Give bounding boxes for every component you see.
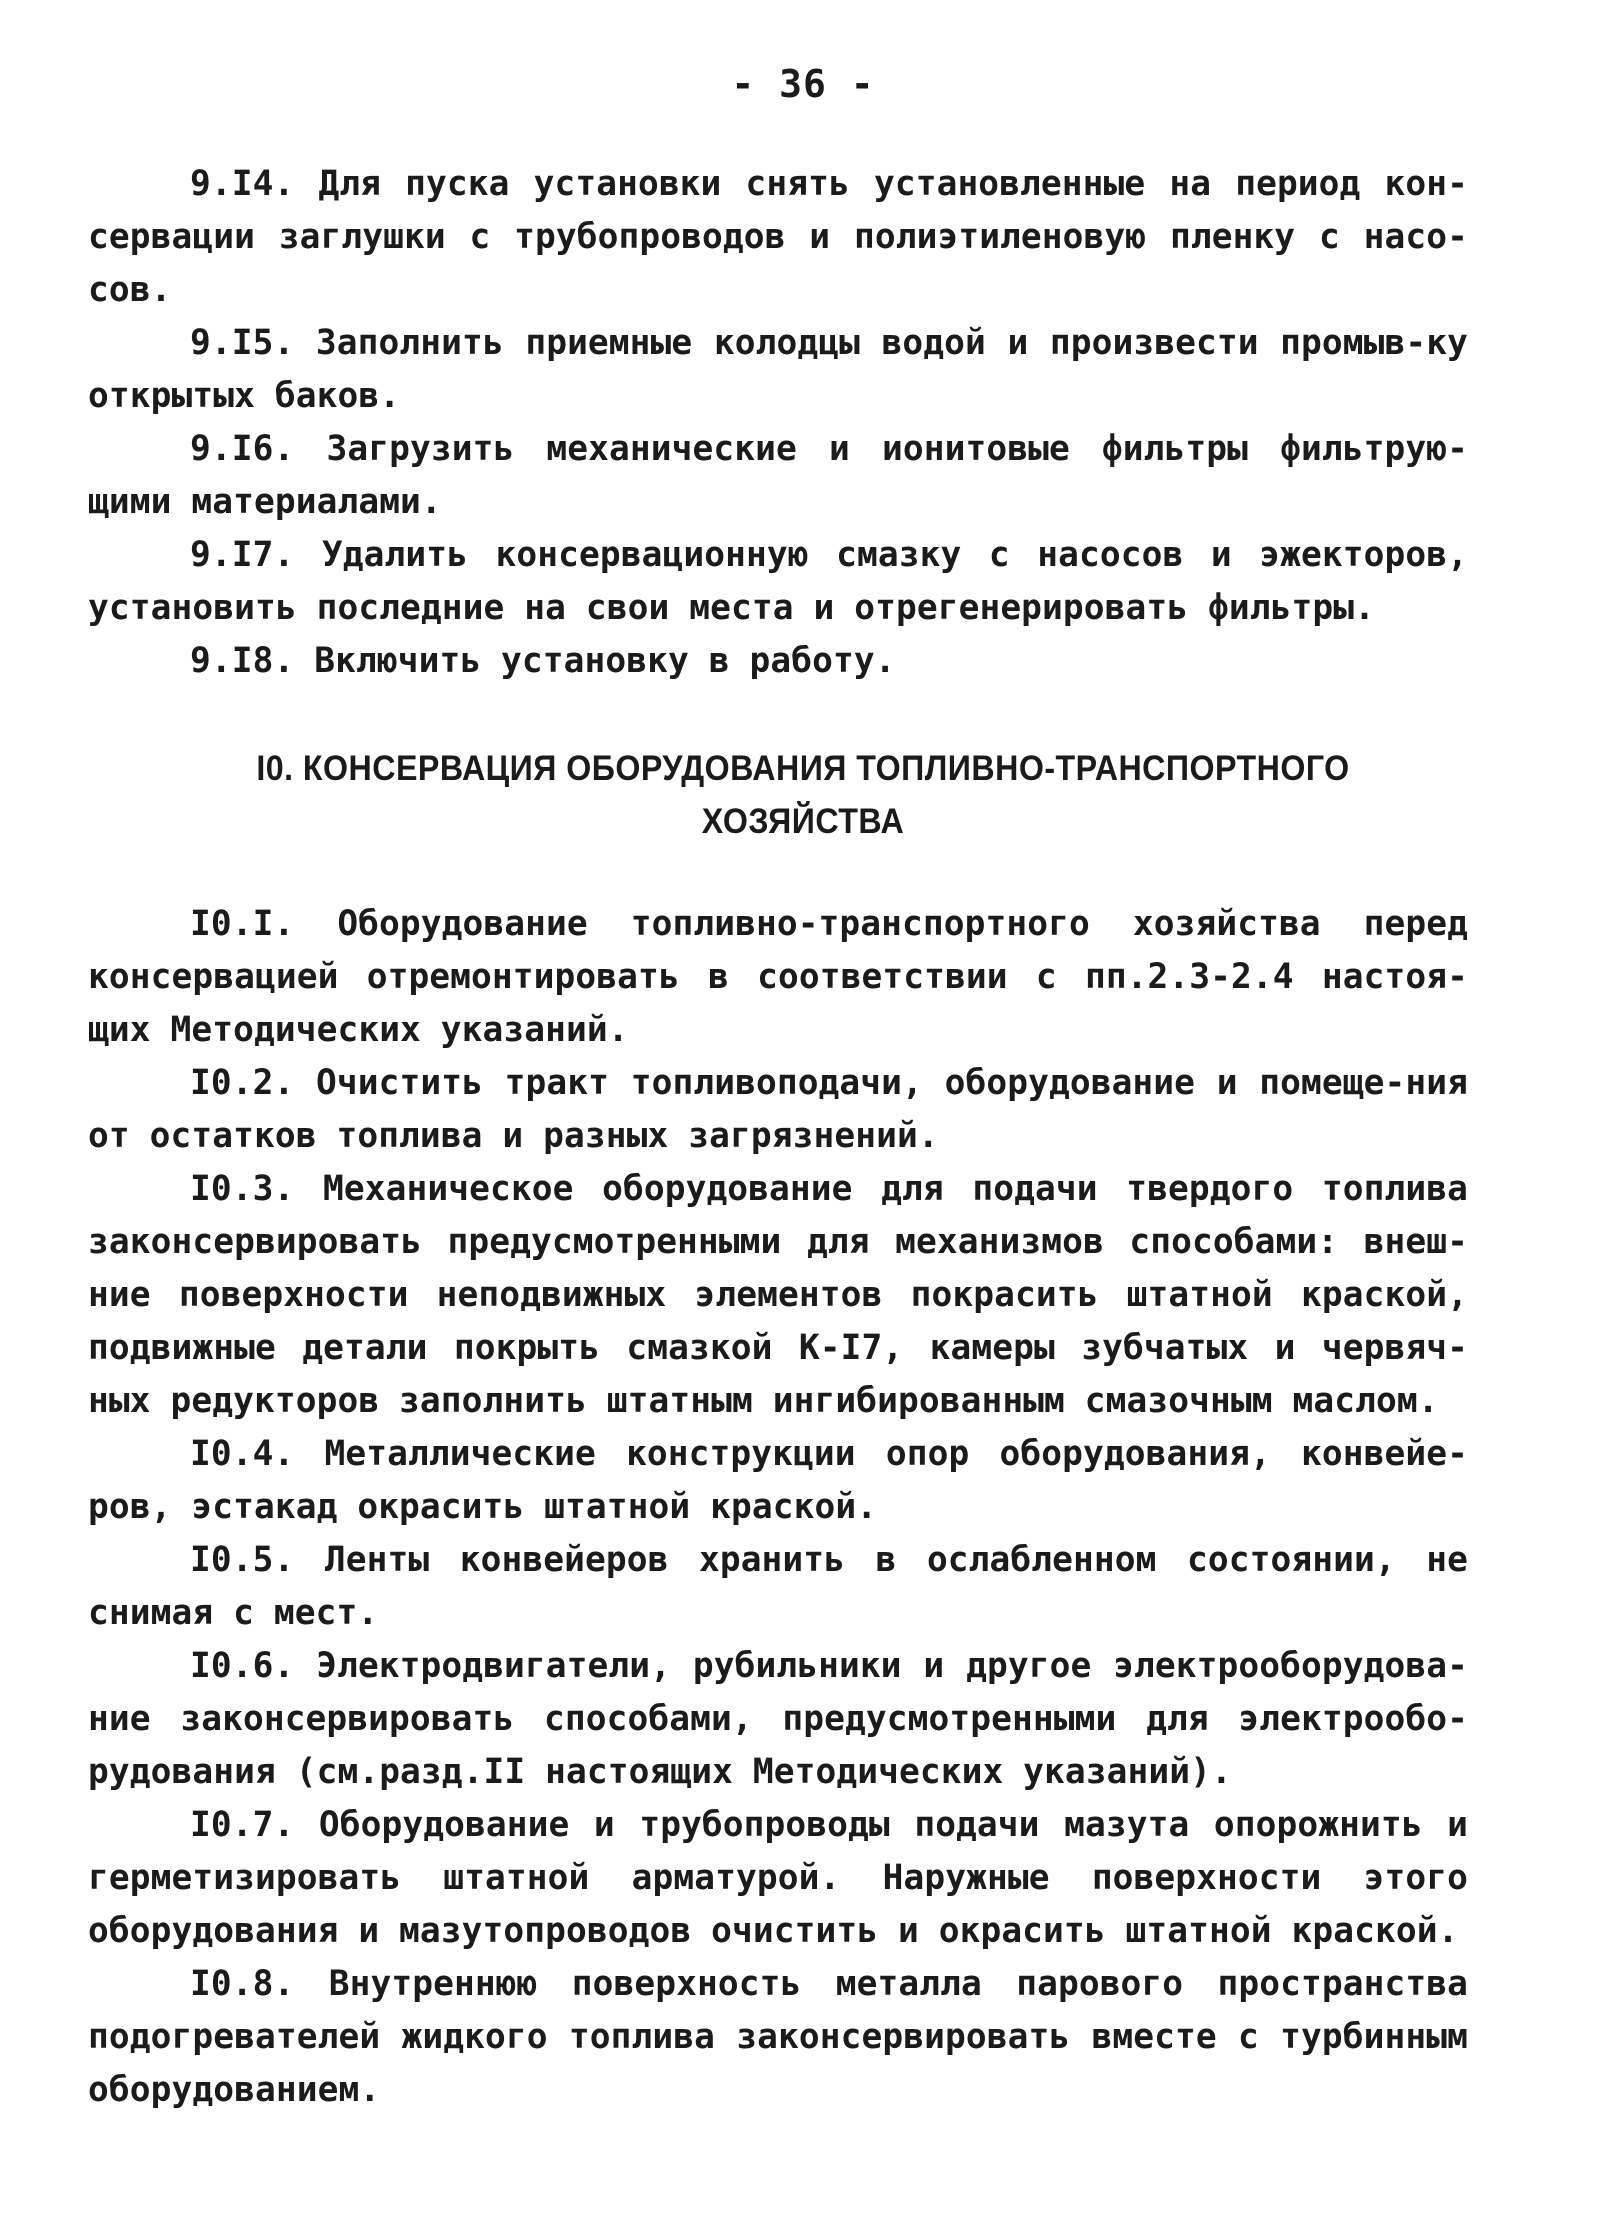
paragraph-10-1: I0.I. Оборудование топливно-транспортного хозяйства перед консервацией отремонтировать в соответствии с пп.2.3-2.4 настоя-щих Методических указаний.	[88, 904, 1468, 1050]
section-10-paragraphs	[88, 898, 1468, 2117]
paragraph-9-14: 9.I4. Для пуска установки снять установленные на период кон-сервации заглушки с трубопроводов и полиэтиленовую пленку с насо-сов.	[88, 164, 1468, 310]
paragraph-9-18: 9.I8. Включить установку в работу.	[190, 641, 896, 681]
paragraph-10-4: I0.4. Металлические конструкции опор оборудования, конвейе-ров, эстакад окрасить штатной краской.	[88, 1434, 1468, 1527]
paragraph-9-16: 9.I6. Загрузить механические и ионитовые фильтры фильтрую-щими материалами.	[88, 429, 1468, 522]
paragraph-10-7: I0.7. Оборудование и трубопроводы подачи мазута опорожнить и герметизировать штатной арматурой. Наружные поверхности этого оборудования и мазутопроводов очистить и окрасить штатной краской.	[88, 1805, 1468, 1951]
paragraph-10-5: I0.5. Ленты конвейеров хранить в ослабленном состоянии, не снимая с мест.	[88, 1540, 1468, 1633]
paragraph-9-17: 9.I7. Удалить консервационную смазку с насосов и эжекторов, установить последние на свои места и отрегенерировать фильтры.	[88, 535, 1468, 628]
paragraph-10-3: I0.3. Механическое оборудование для подачи твердого топлива законсервировать предусмотренными для механизмов способами: внеш-ние поверхности неподвижных элементов покрасить штатной краской, подвижные детали покрыть смазкой К-I7, камеры зубчатых и червяч-ных редукторов заполнить штатным ингибированным смазочным маслом.	[88, 1169, 1468, 1421]
paragraph-10-8: I0.8. Внутреннюю поверхность металла парового пространства подогревателей жидкого топлива законсервировать вместе с турбинным оборудованием.	[88, 1964, 1468, 2110]
section-10-heading	[64, 742, 1542, 848]
paragraph-10-6: I0.6. Электродвигатели, рубильники и другое электрооборудова-ние законсервировать способами, предусмотренными для электрообо-рудования (см.разд.II настоящих Методических указаний).	[88, 1646, 1468, 1792]
section-10-heading-line2: ХОЗЯЙСТВА	[701, 802, 905, 841]
page-number: - 36 -	[731, 62, 875, 106]
section-10-heading-line1: I0. КОНСЕРВАЦИЯ ОБОРУДОВАНИЯ ТОПЛИВНО-ТРАНСПОРТНОГО	[256, 749, 1350, 788]
paragraph-10-2: I0.2. Очистить тракт топливоподачи, оборудование и помеще-ния от остатков топлива и разных загрязнений.	[88, 1063, 1468, 1156]
section-9-paragraphs	[88, 158, 1468, 688]
paragraph-9-15: 9.I5. Заполнить приемные колодцы водой и произвести промыв-ку открытых баков.	[88, 323, 1468, 416]
